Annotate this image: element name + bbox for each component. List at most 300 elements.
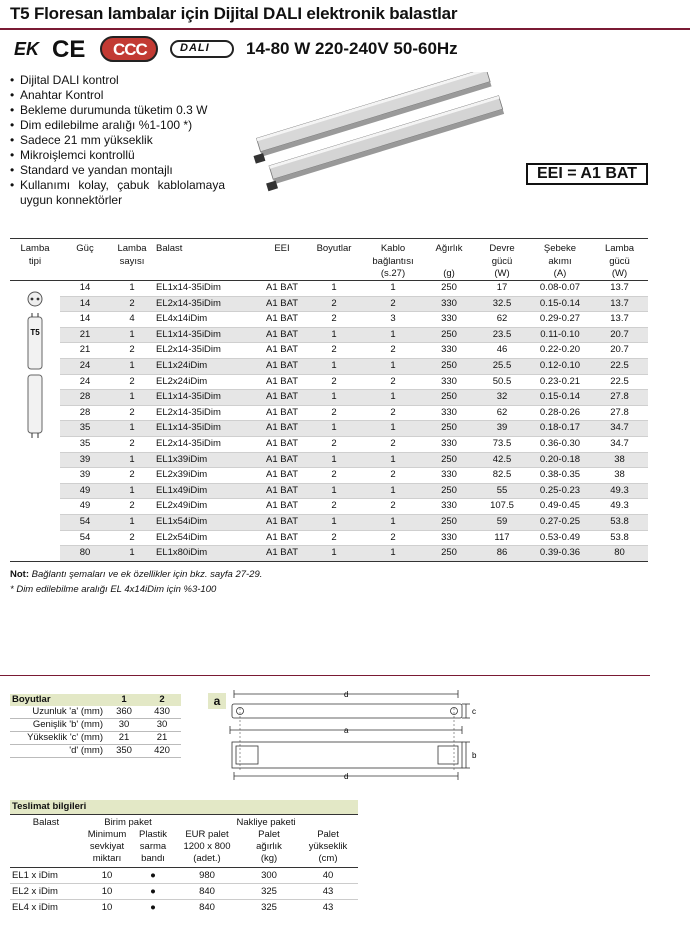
bullet-icon: ●: [150, 902, 156, 913]
footnote-text: * Dim edilebilme aralığı EL 4x14iDim için %3-100: [10, 584, 217, 595]
dimension-value: 420: [143, 745, 181, 758]
table-row: [10, 546, 648, 562]
table-cell: 0.38-0.35: [539, 469, 581, 481]
t5-lamp-icon: [13, 289, 57, 439]
table-cell: 49.3: [610, 500, 629, 512]
table-cell: EL1x14-35iDim: [156, 282, 221, 293]
table-cell: EL2x54iDim: [156, 531, 208, 543]
delivery-cell: 840: [199, 902, 215, 913]
table-cell: 2: [331, 344, 337, 356]
table-cell: 2: [331, 531, 337, 543]
table-cell: 1: [305, 327, 363, 343]
delivery-cell: 10: [101, 902, 113, 913]
table-cell: A1 BAT: [259, 514, 305, 530]
table-cell: 250: [423, 327, 475, 343]
table-cell: 1: [110, 327, 154, 343]
table-cell: 0.15-0.14: [529, 296, 591, 312]
table-cell: 1: [110, 546, 154, 562]
table-row: [10, 483, 648, 499]
table-row: [10, 374, 648, 390]
table-cell: 13.7: [610, 313, 629, 325]
table-cell: 1: [363, 327, 423, 343]
table-cell: 50.5: [492, 375, 512, 387]
drawing-dim-a: a: [344, 726, 349, 735]
table-cell: 330: [441, 437, 457, 449]
table-cell: 0.27-0.25: [529, 514, 591, 530]
table-cell: 330: [441, 469, 457, 481]
dimension-value: 30: [143, 719, 181, 732]
feature-list: [10, 73, 225, 208]
column-header: EEI: [259, 239, 305, 269]
table-cell: 24: [79, 375, 91, 387]
table-cell: 21: [79, 344, 91, 356]
drawing-dim-b: b: [472, 751, 477, 760]
table-cell: 35: [79, 437, 91, 449]
feature-item: • Standard ve yandan montajlı: [10, 163, 225, 178]
table-cell: 13.7: [591, 296, 648, 312]
table-cell: 14: [79, 313, 91, 325]
table-cell: 53.8: [610, 531, 629, 543]
table-cell: 250: [423, 421, 475, 437]
table-cell: 2: [110, 296, 154, 312]
column-header: Palet ağırlık (kg): [240, 829, 298, 868]
table-cell: A1 BAT: [265, 531, 299, 543]
table-cell: 2: [390, 500, 396, 512]
feature-item: • Sadece 21 mm yükseklik: [10, 133, 225, 148]
bullet-icon: ●: [132, 868, 174, 884]
table-cell: 2: [331, 313, 337, 325]
table-cell: 14: [60, 296, 110, 312]
table-cell: 53.8: [591, 514, 648, 530]
table-cell: 250: [423, 452, 475, 468]
table-cell: 330: [441, 500, 457, 512]
table-row: [10, 884, 358, 900]
table-cell: 21: [60, 327, 110, 343]
table-cell: 23.5: [475, 327, 529, 343]
table-row: [10, 327, 648, 343]
table-cell: 250: [423, 546, 475, 562]
table-cell: 0.12-0.10: [529, 358, 591, 374]
table-cell: A1 BAT: [259, 483, 305, 499]
note-label: Not:: [10, 569, 29, 580]
table-cell: 330: [441, 344, 457, 356]
table-cell: 27.8: [591, 390, 648, 406]
table-cell: 2: [305, 296, 363, 312]
table-cell: 107.5: [490, 500, 514, 512]
table-cell: EL2x14-35iDim: [156, 406, 221, 418]
table-cell: 0.08-0.07: [539, 282, 581, 293]
delivery-cell: 40: [298, 868, 358, 884]
dimension-label: 'd' (mm): [10, 745, 105, 758]
table-row: [10, 468, 648, 484]
table-cell: 1: [305, 452, 363, 468]
table-cell: A1 BAT: [265, 500, 299, 512]
table-cell: 24: [60, 358, 110, 374]
group-header: Nakliye paketi: [236, 817, 296, 828]
table-cell: EL2x14-35iDim: [156, 344, 221, 356]
table-cell: 1: [390, 282, 396, 293]
table-cell: 250: [423, 390, 475, 406]
column-header: Ağırlık: [423, 239, 475, 269]
table-cell: EL4x14iDim: [156, 313, 208, 325]
table-cell: 2: [390, 437, 396, 449]
column-header: Balast: [154, 239, 259, 269]
table-cell: EL1x14-35iDim: [154, 421, 259, 437]
table-cell: 0.49-0.45: [539, 500, 581, 512]
drawing-dim-d-bottom: d: [344, 772, 349, 781]
ce-mark-logo: CE: [52, 36, 86, 63]
table-cell: 0.15-0.14: [529, 390, 591, 406]
delivery-cell: 325: [240, 884, 298, 900]
table-cell: 49.3: [591, 483, 648, 499]
table-cell: 2: [331, 437, 337, 449]
table-cell: 39: [475, 421, 529, 437]
column-header: Lamba sayısı: [110, 239, 154, 269]
unit-label: (A): [529, 268, 591, 281]
table-cell: 330: [441, 531, 457, 543]
table-cell: A1 BAT: [259, 546, 305, 562]
feature-item: • Dim edilebilme aralığı %1-100 *): [10, 118, 225, 133]
table-cell: 0.18-0.17: [529, 421, 591, 437]
ccc-mark-logo: [100, 36, 158, 62]
feature-item: • Dijital DALI kontrol: [10, 73, 225, 88]
table-cell: A1 BAT: [265, 344, 299, 356]
table-cell: 86: [475, 546, 529, 562]
table-cell: EL1x54iDim: [154, 514, 259, 530]
table-cell: 2: [390, 469, 396, 481]
column-header: Güç: [60, 239, 110, 269]
dali-logo: [170, 40, 234, 58]
table-cell: 82.5: [492, 469, 512, 481]
table-cell: 32: [475, 390, 529, 406]
table-cell: 1: [363, 421, 423, 437]
column-header: Palet yükseklik (cm): [298, 829, 358, 868]
table-cell: 2: [129, 344, 135, 356]
table-cell: EL1x80iDim: [154, 546, 259, 562]
table-cell: A1 BAT: [265, 375, 299, 387]
dimension-value: 21: [143, 732, 181, 745]
table-cell: 0.36-0.30: [539, 437, 581, 449]
column-header: Minimum sevkiyat miktarı: [82, 829, 132, 868]
table-cell: 35: [60, 421, 110, 437]
column-header: Boyutlar: [305, 239, 363, 269]
column-header: 2: [143, 694, 181, 706]
table-row: [10, 900, 358, 916]
table-cell: 22.5: [591, 358, 648, 374]
table-row: [10, 296, 648, 312]
table-row: [10, 732, 181, 745]
table-cell: 2: [129, 437, 135, 449]
group-header: Birim paket: [104, 817, 152, 828]
table-cell: 34.7: [610, 437, 629, 449]
table-cell: 330: [441, 375, 457, 387]
power-voltage-spec: 14-80 W 220-240V 50-60Hz: [246, 39, 458, 58]
table-cell: 0.53-0.49: [539, 531, 581, 543]
table-cell: 4: [129, 313, 135, 325]
feature-item: • Anahtar Kontrol: [10, 88, 225, 103]
table-cell: 2: [331, 500, 337, 512]
table-cell: A1 BAT: [259, 421, 305, 437]
table-cell: 2: [129, 375, 135, 387]
table-cell: EL2x39iDim: [156, 469, 208, 481]
table-unit-row: [10, 268, 648, 281]
dimension-value: 350: [105, 745, 143, 758]
table-row: [10, 390, 648, 406]
table-cell: 0.23-0.21: [539, 375, 581, 387]
table-cell: 250: [423, 483, 475, 499]
table-cell: 1: [305, 514, 363, 530]
bullet-icon: ●: [132, 884, 174, 900]
table-cell: EL2x14-35iDim: [154, 296, 259, 312]
table-cell: EL1x39iDim: [154, 452, 259, 468]
table-cell: 0.25-0.23: [529, 483, 591, 499]
table-cell: 32.5: [475, 296, 529, 312]
table-cell: 0.20-0.18: [529, 452, 591, 468]
table-cell: 80: [60, 546, 110, 562]
table-cell: 1: [363, 483, 423, 499]
dimensions-table: [10, 694, 181, 758]
delivery-cell: 43: [298, 884, 358, 900]
column-header: EUR palet 1200 x 800 (adet.): [174, 829, 240, 868]
dimension-label: Genişlik 'b' (mm): [10, 719, 105, 732]
column-header: Plastik sarma bandı: [132, 829, 174, 868]
table-cell: 2: [363, 296, 423, 312]
column-header: Lamba gücü: [591, 239, 648, 269]
table-cell: 1: [110, 358, 154, 374]
table-cell: 55: [475, 483, 529, 499]
table-cell: A1 BAT: [265, 313, 299, 325]
dimension-label: Uzunluk 'a' (mm): [10, 706, 105, 719]
delivery-cell: 43: [322, 902, 334, 913]
table-cell: 17: [496, 282, 508, 293]
table-cell: 2: [331, 469, 337, 481]
table-row: [10, 514, 648, 530]
dimension-value: 21: [105, 732, 143, 745]
table-cell: 46: [496, 344, 508, 356]
table-cell: 2: [129, 500, 135, 512]
table-cell: EL2x24iDim: [156, 375, 208, 387]
page-title: T5 Floresan lambalar için Dijital DALI elektronik balastlar: [10, 4, 458, 23]
feature-item: • Mikroişlemci kontrollü: [10, 148, 225, 163]
delivery-cell: 980: [174, 868, 240, 884]
table-cell: 1: [110, 483, 154, 499]
table-cell: 1: [110, 452, 154, 468]
table-cell: A1 BAT: [259, 358, 305, 374]
drawing-label: a: [208, 693, 226, 709]
table-row: [10, 343, 648, 359]
drawing-dim-d: d: [344, 690, 349, 699]
table-cell: 1: [305, 358, 363, 374]
delivery-cell: EL4 x iDim: [12, 902, 58, 913]
table-row: [10, 745, 181, 758]
table-cell: 54: [60, 514, 110, 530]
feature-item: • Bekleme durumunda tüketim 0.3 W: [10, 103, 225, 118]
table-cell: 0.22-0.20: [539, 344, 581, 356]
table-cell: 1: [305, 421, 363, 437]
note-text: Bağlantı şemaları ve ek özellikler için bkz. sayfa 27-29.: [29, 569, 263, 580]
dimensions-header-row: [10, 694, 181, 706]
table-cell: 1: [110, 390, 154, 406]
table-cell: 250: [423, 358, 475, 374]
unit-label: (W): [475, 268, 529, 281]
table-cell: 73.5: [492, 437, 512, 449]
table-cell: 330: [441, 313, 457, 325]
delivery-subheader-row: [10, 829, 358, 868]
table-cell: EL1x49iDim: [154, 483, 259, 499]
table-cell: A1 BAT: [265, 406, 299, 418]
table-row: [10, 706, 181, 719]
delivery-header-row: [10, 800, 358, 815]
delivery-cell: 325: [261, 902, 277, 913]
table-cell: 22.5: [610, 375, 629, 387]
table-row: [10, 499, 648, 515]
table-cell: 20.7: [591, 327, 648, 343]
table-cell: 39: [60, 452, 110, 468]
ek-mark-logo: EK: [14, 39, 40, 59]
table-cell: A1 BAT: [265, 437, 299, 449]
group-header: Balast: [32, 817, 60, 828]
drawing-dim-c: c: [472, 707, 476, 716]
table-cell: 1: [305, 483, 363, 499]
table-cell: 2: [331, 375, 337, 387]
table-cell: 42.5: [475, 452, 529, 468]
dimension-label: Yükseklik 'c' (mm): [10, 732, 105, 745]
table-row: [10, 312, 648, 328]
table-cell: 1: [363, 390, 423, 406]
dimensions-title: Boyutlar: [10, 694, 105, 706]
table-cell: 2: [129, 531, 135, 543]
column-header: Lamba tipi: [10, 239, 60, 269]
table-row: [10, 405, 648, 421]
table-cell: A1 BAT: [259, 390, 305, 406]
ballast-spec-table: [10, 238, 648, 562]
delivery-cell: 10: [82, 868, 132, 884]
table-cell: 25.5: [475, 358, 529, 374]
table-cell: A1 BAT: [259, 296, 305, 312]
table-cell: 0.29-0.27: [539, 313, 581, 325]
dimension-drawing: [226, 688, 486, 783]
table-cell: 1: [363, 358, 423, 374]
table-row: [10, 436, 648, 452]
table-cell: 38: [591, 452, 648, 468]
table-cell: 49: [79, 500, 91, 512]
table-cell: 34.7: [591, 421, 648, 437]
table-cell: 330: [423, 296, 475, 312]
delivery-title: Teslimat bilgileri: [10, 800, 358, 815]
delivery-table: [10, 800, 358, 915]
table-cell: EL1x14-35iDim: [154, 327, 259, 343]
ccc-logo-text: CCC: [113, 40, 147, 59]
table-cell: 1: [110, 514, 154, 530]
table-cell: 27.8: [610, 406, 629, 418]
table-cell: 250: [441, 282, 457, 293]
table-cell: A1 BAT: [265, 282, 299, 293]
table-header-row: [10, 239, 648, 269]
table-cell: 250: [423, 514, 475, 530]
table-row: [10, 868, 358, 884]
column-header: 1: [105, 694, 143, 706]
dali-logo-text: DALI: [180, 42, 210, 54]
column-header: Kablo bağlantısı: [363, 239, 423, 269]
table-cell: 1: [305, 546, 363, 562]
unit-label: (W): [591, 268, 648, 281]
table-cell: 62: [496, 313, 508, 325]
delivery-cell: 10: [82, 884, 132, 900]
table-row: [10, 421, 648, 437]
table-cell: 14: [79, 282, 91, 293]
ballast-product-image: [250, 72, 510, 192]
lamp-type-cell: [10, 281, 60, 562]
table-cell: 1: [363, 452, 423, 468]
lamp-type-label: T5: [30, 328, 40, 337]
table-cell: EL2x49iDim: [156, 500, 208, 512]
table-cell: 2: [390, 375, 396, 387]
dimension-value: 360: [105, 706, 143, 719]
table-cell: 62: [496, 406, 508, 418]
table-cell: 0.11-0.10: [529, 327, 591, 343]
table-cell: 1: [129, 282, 135, 293]
table-cell: 330: [441, 406, 457, 418]
delivery-cell: EL2 x iDim: [10, 884, 82, 900]
table-cell: 38: [614, 469, 625, 481]
dimension-value: 430: [143, 706, 181, 719]
table-cell: 2: [129, 406, 135, 418]
table-cell: 0.39-0.36: [529, 546, 591, 562]
table-cell: 2: [331, 406, 337, 418]
table-cell: 3: [390, 313, 396, 325]
title-divider: [0, 28, 690, 30]
table-cell: 20.7: [610, 344, 629, 356]
unit-label: (g): [423, 268, 475, 281]
column-header: Devre gücü: [475, 239, 529, 269]
table-cell: 1: [331, 282, 337, 293]
table-cell: 13.7: [610, 282, 629, 293]
delivery-cell: 300: [240, 868, 298, 884]
table-cell: 39: [79, 469, 91, 481]
table-cell: 0.28-0.26: [539, 406, 581, 418]
table-cell: EL2x14-35iDim: [156, 437, 221, 449]
table-cell: A1 BAT: [259, 327, 305, 343]
delivery-group-row: [10, 815, 358, 830]
table-cell: 2: [390, 344, 396, 356]
table-cell: 2: [390, 531, 396, 543]
delivery-cell: EL1 x iDim: [10, 868, 82, 884]
table-row: [10, 281, 648, 297]
table-row: [10, 719, 181, 732]
section-divider: [0, 675, 650, 676]
table-row: [10, 530, 648, 546]
table-cell: EL1x14-35iDim: [154, 390, 259, 406]
unit-label: (s.27): [363, 268, 423, 281]
table-cell: 49: [60, 483, 110, 499]
table-cell: 1: [305, 390, 363, 406]
column-header: Şebeke akımı: [529, 239, 591, 269]
table-cell: 54: [79, 531, 91, 543]
table-row: [10, 452, 648, 468]
table-cell: 117: [494, 531, 510, 543]
table-cell: 2: [129, 469, 135, 481]
table-cell: A1 BAT: [265, 469, 299, 481]
table-cell: 1: [363, 546, 423, 562]
table-cell: EL1x24iDim: [154, 358, 259, 374]
table-row: [10, 358, 648, 374]
notes-block: [10, 567, 262, 597]
table-cell: 59: [475, 514, 529, 530]
delivery-cell: 840: [174, 884, 240, 900]
table-cell: 1: [110, 421, 154, 437]
eei-rating-box: EEI = A1 BAT: [526, 163, 648, 185]
feature-item: • Kullanımı kolay, çabuk kablolamaya uygun konnektörler: [10, 178, 225, 208]
